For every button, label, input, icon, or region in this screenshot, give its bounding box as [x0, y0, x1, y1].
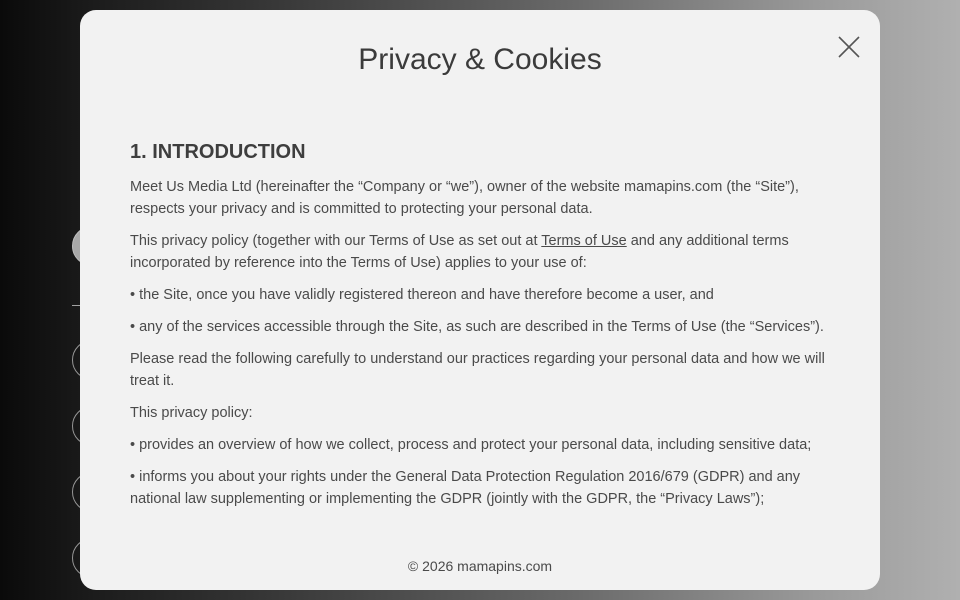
section-heading: 1. INTRODUCTION [130, 141, 306, 163]
privacy-modal [80, 10, 880, 590]
paragraph: This privacy policy: [130, 405, 253, 421]
close-icon [836, 34, 862, 60]
paragraph [130, 230, 830, 274]
list-item: • provides an overview of how we collect, process and protect your personal data, including sensitive data; [130, 437, 812, 453]
paragraph: Please read the following carefully to understand our practices regarding your personal data and how we will treat it. [130, 351, 825, 389]
list-item: • informs you about your rights under the General Data Protection Regulation 2016/679 (GDPR) and any national law supplementing or implementing the GDPR (jointly with the GDPR, the “Privacy Laws”); [130, 469, 801, 507]
paragraph-text: This privacy policy (together with our Terms of Use as set out at [130, 233, 542, 249]
modal-title: Privacy & Cookies [358, 43, 602, 76]
close-button[interactable] [836, 34, 862, 60]
terms-of-use-link[interactable]: Terms of Use [541, 233, 627, 249]
paragraph-text: and any additional terms incorporated by reference into the Terms of Use) applies to your use of: [130, 233, 789, 271]
paragraph: Meet Us Media Ltd (hereinafter the “Company or “we”), owner of the website mamapins.com (the “Site”), respects your privacy and is committed to protecting your personal data. [130, 179, 799, 217]
list-item: • the Site, once you have validly registered thereon and have therefore become a user, and [130, 287, 714, 303]
policy-content[interactable] [130, 138, 830, 548]
copyright-footer: © 2026 mamapins.com [407, 558, 553, 574]
list-item: • any of the services accessible through the Site, as such are described in the Terms of Use (the “Services”). [130, 319, 824, 335]
